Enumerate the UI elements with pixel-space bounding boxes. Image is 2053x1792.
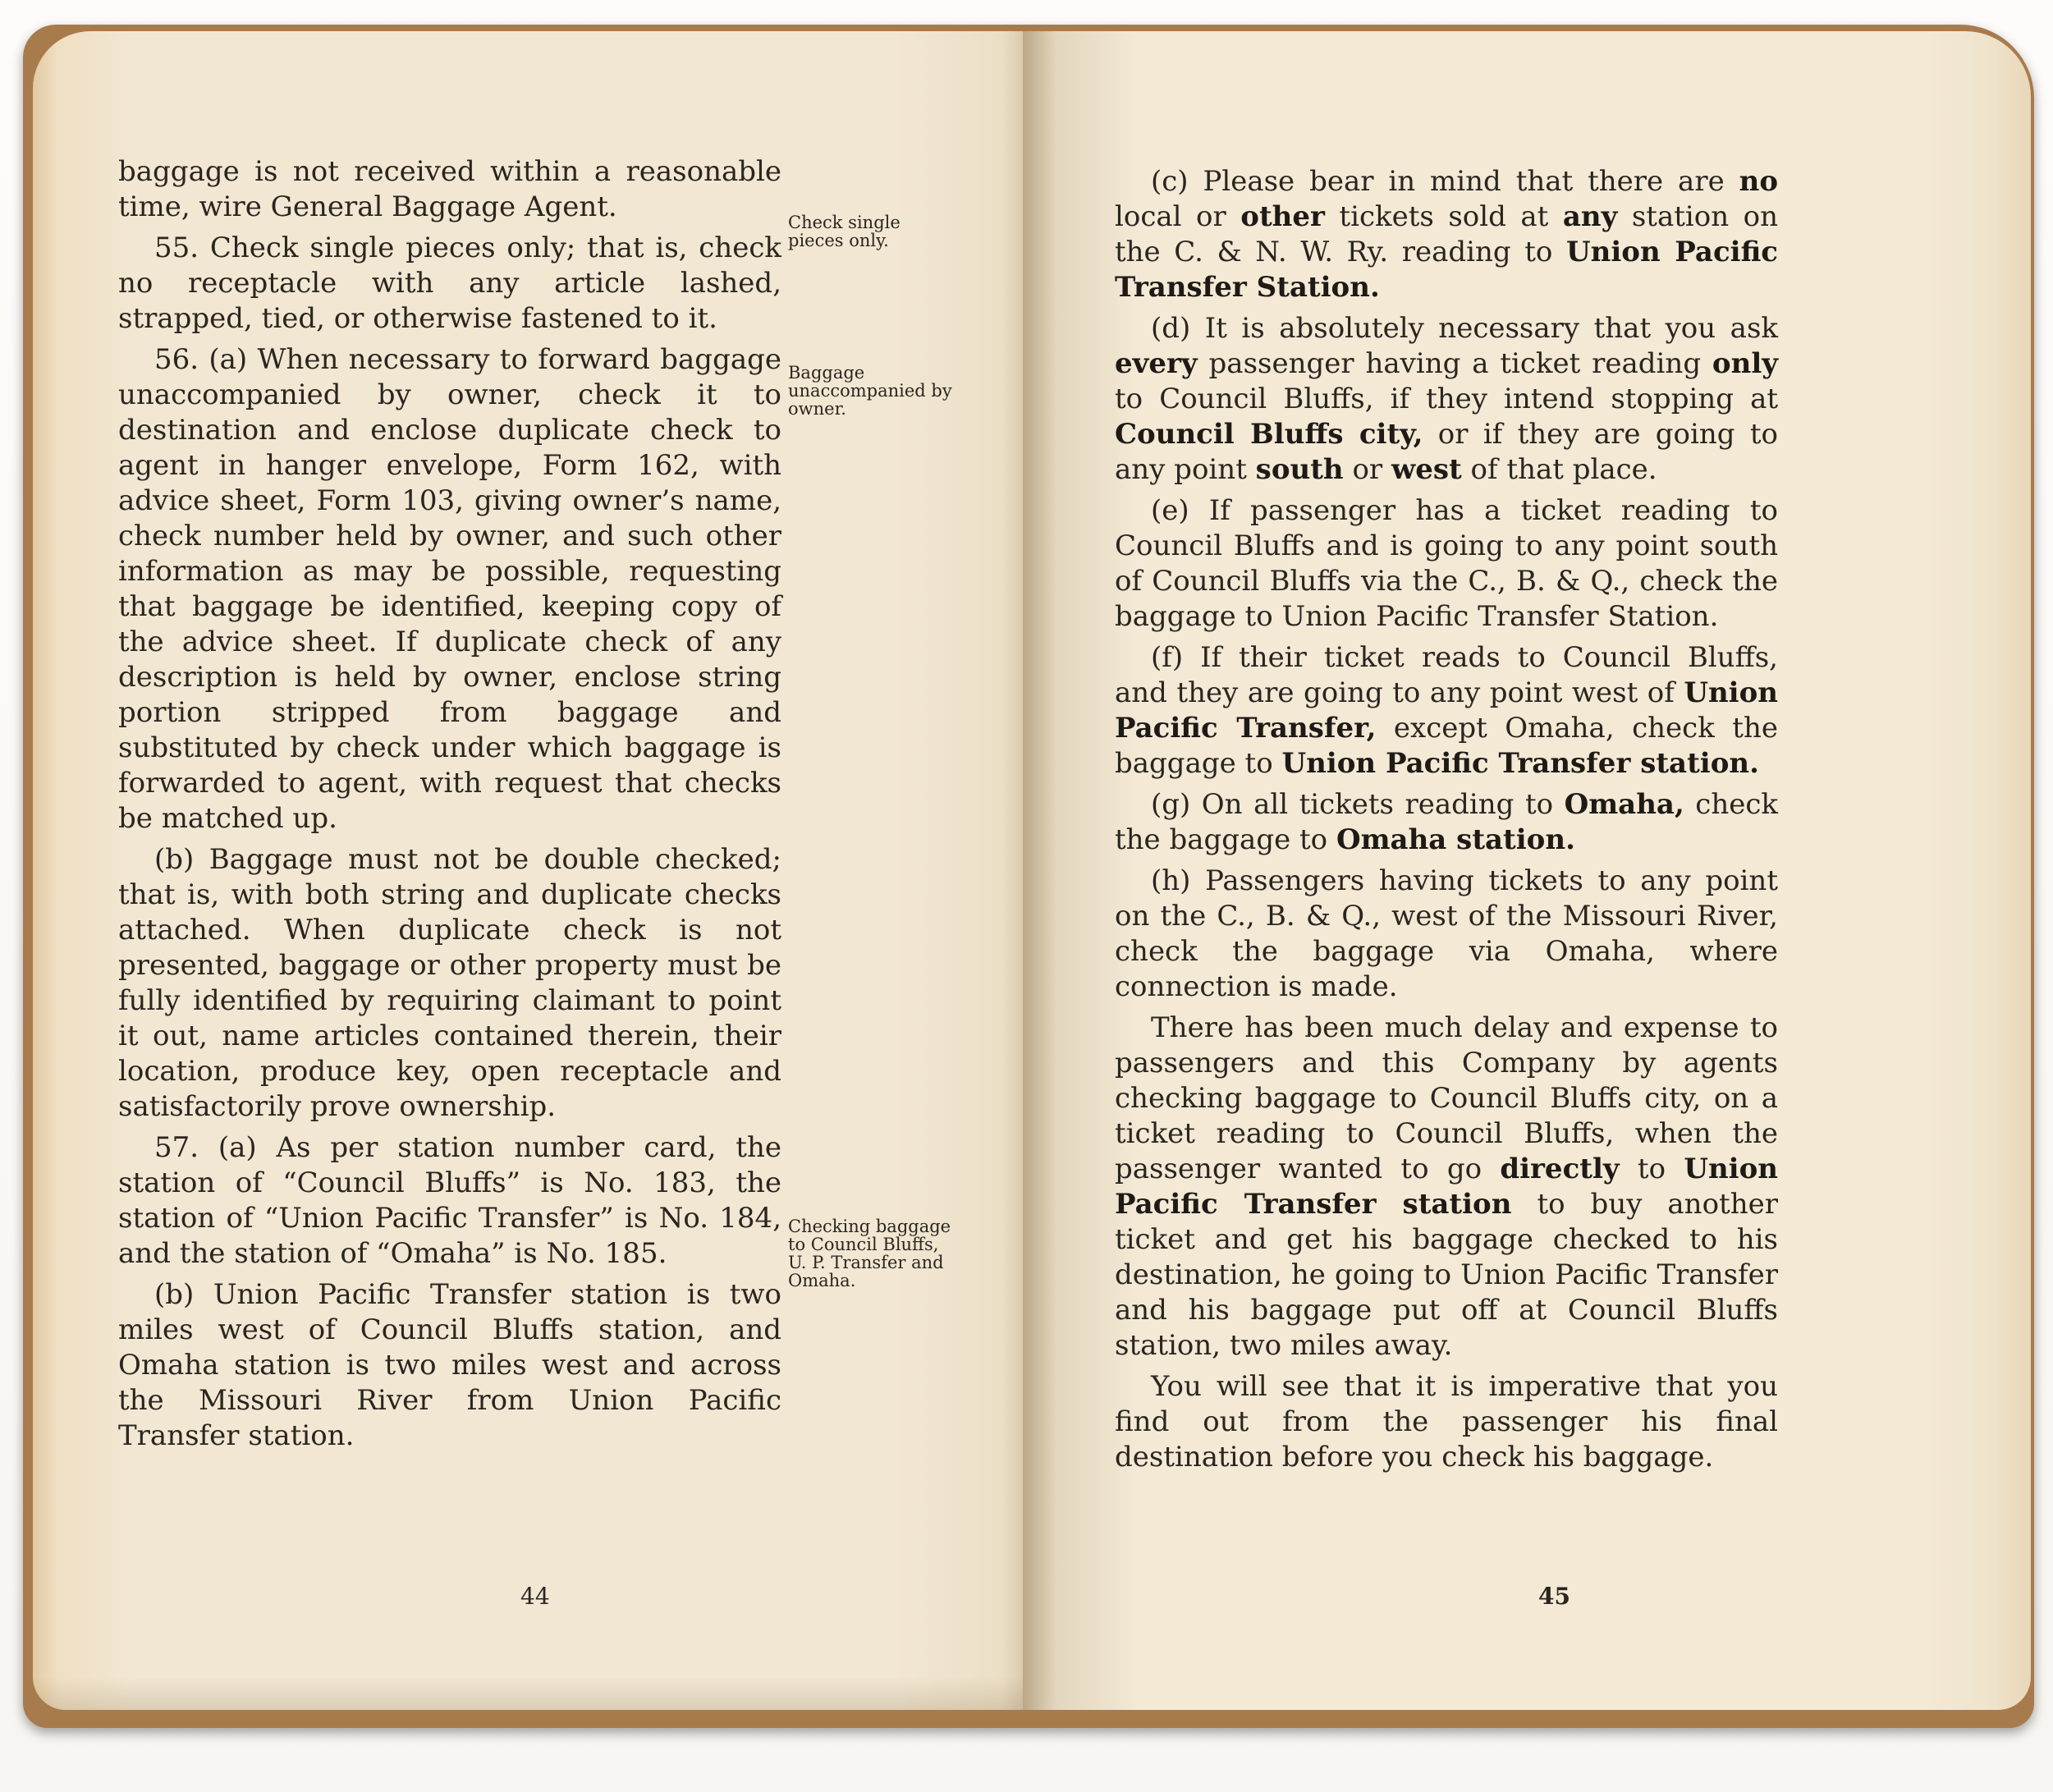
paragraph-f: (f) If their ticket reads to Council Bluffs, and they are going to any point west of Union Pacific Transfer, except Omaha, check the baggage to Union Pacific Transfer station. xyxy=(1115,641,1778,780)
paragraph-g: (g) On all tickets reading to Omaha, check the baggage to Omaha station. xyxy=(1115,788,1779,856)
paragraph-c: (c) Please bear in mind that there are no local or other tickets sold at any station on the C. & N. W. Ry. reading to Union Pacific Transfer Station. xyxy=(1115,165,1779,304)
left-page-text xyxy=(118,154,781,1460)
paragraph-e: (e) If passenger has a ticket reading to Council Bluffs and is going to any point south of Council Bluffs via the C., B. & Q., check the baggage to Union Pacific Transfer Station. xyxy=(1115,494,1778,633)
paragraph-delay: There has been much delay and expense to passengers and this Company by agents checking baggage to Council Bluffs city, on a ticket reading to Council Bluffs, when the passenger wanted to go directly to Union Pacific Transfer station to buy another ticket and get his baggage checked to his destination, he going to Union Pacific Transfer and his baggage put off at Council Bluffs station, two miles away. xyxy=(1115,1011,1778,1362)
paragraph-continuation: baggage is not received within a reasonable time, wire General Baggage Agent. xyxy=(118,155,781,223)
right-page-text xyxy=(1115,164,1778,1481)
paragraph-56a: 56. (a) When necessary to forward baggage unaccompanied by owner, check it to destination and enclose duplicate check to agent in hanger envelope, Form 162, with advice sheet, Form 103, giving owner’s name, check number held by owner, and such other information as may be possible, requesting that baggage be identified, keeping copy of the advice sheet. If duplicate check of any description is held by owner, enclose string portion stripped from baggage and substituted by check under which baggage is forwarded to agent, with request that checks be matched up. xyxy=(118,343,781,835)
paragraph-imperative: You will see that it is imperative that you find out from the passenger his final destination before you check his baggage. xyxy=(1115,1370,1778,1473)
paragraph-55: 55. Check single pieces only; that is, check no receptacle with any article lashed, strapped, tied, or otherwise fastened to it. xyxy=(118,231,781,335)
sidenote-baggage-unaccompanied: Baggage unaccompanied by owner. xyxy=(788,363,952,419)
paragraph-56b: (b) Baggage must not be double checked; that is, with both string and duplicate checks attached. When duplicate check is not presented, baggage or other property must be fully identified by requiring claimant to point it out, name articles contained therein, their location, produce key, open receptacle and satisfactorily prove ownership. xyxy=(118,843,781,1123)
left-page xyxy=(33,31,1043,1710)
sidenote-check-single: Check single pieces only. xyxy=(788,213,900,250)
paragraph-57b: (b) Union Pacific Transfer station is two miles west of Council Bluffs station, and Omaha station is two miles west and across the Missouri River from Union Pacific Transfer station. xyxy=(118,1278,781,1452)
paragraph-57a: 57. (a) As per station number card, the station of “Council Bluffs” is No. 183, the station of “Union Pacific Transfer” is No. 184, and the station of “Omaha” is No. 185. xyxy=(118,1131,781,1270)
page-number-left: 44 xyxy=(520,1583,550,1610)
paragraph-d: (d) It is absolutely necessary that you ask every passenger having a ticket reading only to Council Bluffs, if they intend stopping at Council Bluffs city, or if they are going to any point south or west of that place. xyxy=(1115,312,1778,486)
paragraph-h: (h) Passengers having tickets to any point on the C., B. & Q., west of the Missouri River, check the baggage via Omaha, where connection is made. xyxy=(1115,864,1778,1003)
open-book xyxy=(23,25,2034,1728)
page-number-right: 45 xyxy=(1538,1583,1570,1610)
sidenote-checking-baggage: Checking baggage to Council Bluffs, U. P. Transfer and Omaha. xyxy=(788,1217,951,1290)
right-page xyxy=(1023,31,2031,1710)
